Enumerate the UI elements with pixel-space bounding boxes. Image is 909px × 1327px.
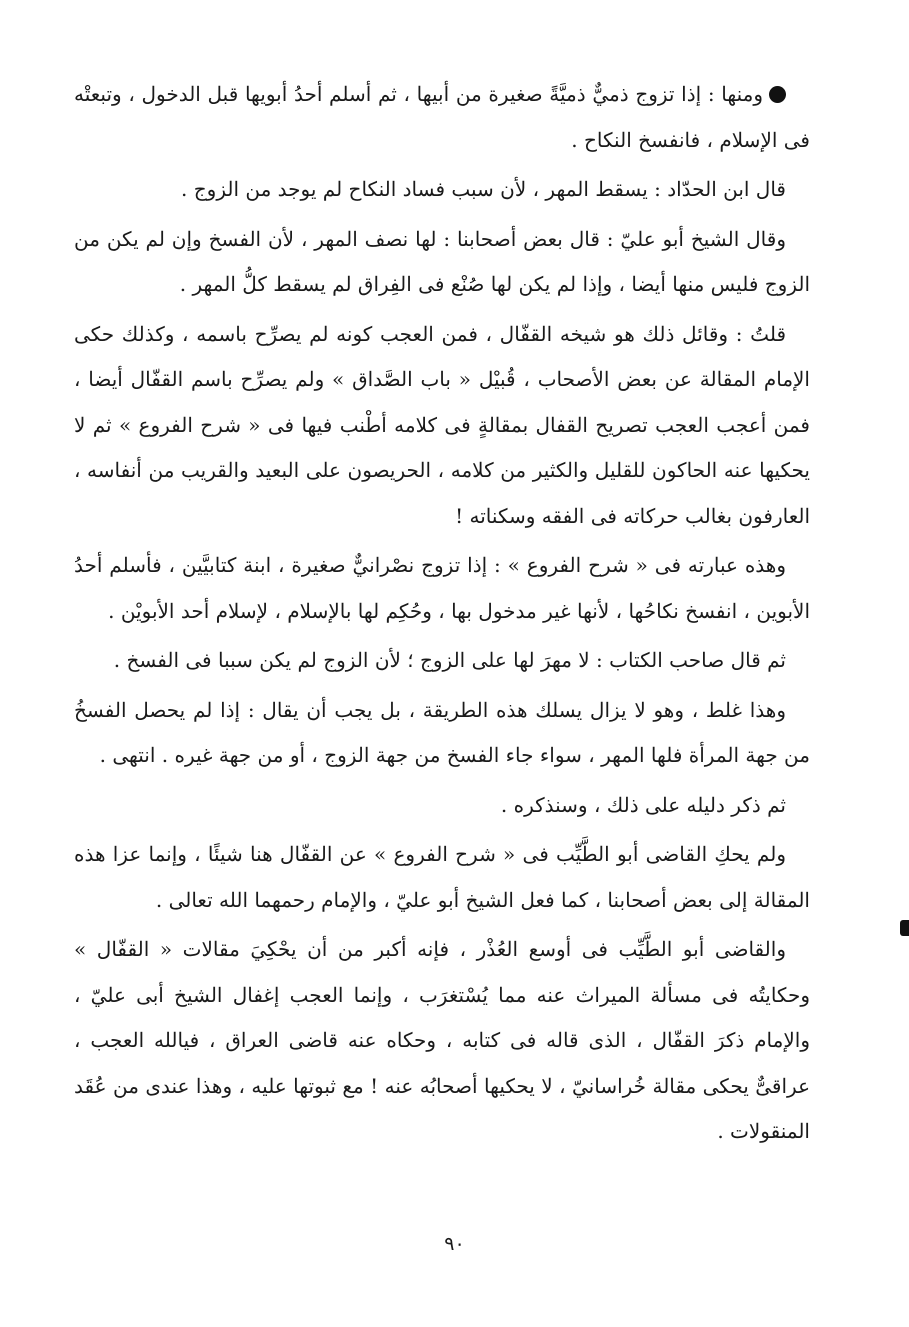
paragraph-10: والقاضى أبو الطَّيِّب فى أوسع العُذْر ، فإنه أكبر من أن يحْكِيَ مقالات « القفّال » وحكايتُه فى مسألة الميراث عنه مما يُسْتغرَب ، وإنما العجب إغفال الشيخ أبى عليّ ، والإمام ذكرَ القفّال ، الذى قاله فى كتابه ، وحكاه عنه قاضى العراق ، فيالله العجب ، عراقىٌّ يحكى مقالة خُراسانيّ ، لا يحكيها أصحابُه عنه ! مع ثبوتها عليه ، وهذا عندى من عُقَد المنقولات .: [74, 937, 810, 1143]
paragraph-5: وهذه عبارته فى « شرح الفروع » : إذا تزوج نصْرانيٌّ صغيرة ، ابنة كتابيَّين ، فأسلم أحدُ الأبوين ، انفسخ نكاحُها ، لأنها غير مدخول بها ، وحُكِم لها بالإسلام ، لإسلام أحد الأبويْن .: [74, 553, 810, 623]
paragraph-4: قلتُ : وقائل ذلك هو شيخه القفّال ، فمن العجب كونه لم يصرِّح باسمه ، وكذلك حكى الإمام المقالة عن بعض الأصحاب ، قُبيْل « باب الصَّداق » ولم يصرِّح باسم القفّال أيضا ، فمن أعجب العجب تصريح القفال بمقالةٍ فى كلامه أطْنب فيها فى « شرح الفروع » ثم لا يحكيها عنه الحاكون للقليل والكثير من كلامه ، الحريصون على البعيد والقريب من أنفاسه ، العارفون بغالب حركاته فى الفقه وسكناته !: [74, 321, 810, 528]
page-number: ٩٠: [444, 1233, 465, 1255]
paragraph-2: قال ابن الحدّاد : يسقط المهر ، لأن سبب فساد النكاح لم يوجد من الزوج .: [181, 177, 786, 201]
bullet-dot-icon: [769, 86, 786, 103]
paragraph-9: ولم يحكِ القاضى أبو الطَّيِّب فى « شرح الفروع » عن القفّال هنا شيئًا ، وإنما عزا هذه المقالة إلى بعض أصحابنا ، كما فعل الشيخ أبو عليّ ، والإمام رحمهما الله تعالى .: [74, 842, 810, 912]
paragraph-7: وهذا غلط ، وهو لا يزال يسلك هذه الطريقة ، بل يجب أن يقال : إذا لم يحصل الفسخُ من جهة المرأة فلها المهر ، سواء جاء الفسخ من جهة الزوج ، أو من جهة غيره . انتهى .: [74, 697, 810, 767]
paragraph-6: ثم قال صاحب الكتاب : لا مهرَ لها على الزوج ؛ لأن الزوج لم يكن سببا فى الفسخ .: [113, 648, 786, 672]
paragraph-8: ثم ذكر دليله على ذلك ، وسنذكره .: [500, 792, 786, 817]
margin-ink-mark: [900, 920, 909, 936]
paragraph-1-text: ومنها : إذا تزوج ذميٌّ ذميَّةً صغيرة من أبيها ، ثم أسلم أحدُ أبويها قبل الدخول ، وتبعتْه فى الإسلام ، فانفسخ النكاح .: [74, 82, 810, 152]
paragraph-1: [74, 72, 810, 163]
page-body: [74, 72, 810, 1155]
paragraph-3: وقال الشيخ أبو عليّ : قال بعض أصحابنا : لها نصف المهر ، لأن الفسخ وإن لم يكن من الزوج فليس منها أيضا ، وإذا لم يكن لها صُنْع فى الفِراق لم يسقط كلُّ المهر .: [74, 226, 810, 296]
